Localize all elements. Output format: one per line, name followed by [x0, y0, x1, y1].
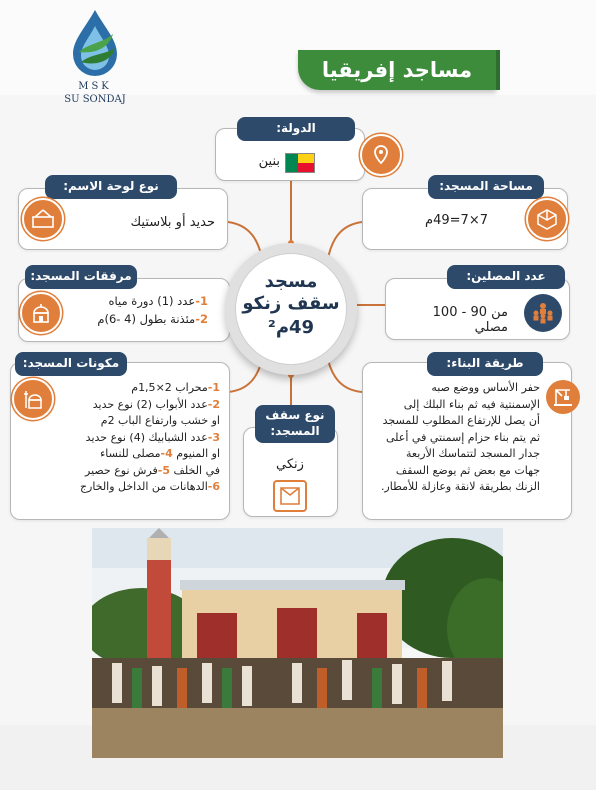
page-title: مساجد إفريقيا — [321, 58, 473, 82]
component-item: 3-عدد الشبابيك (4) نوع حديد — [85, 430, 220, 444]
construction-line: الإسمنتية فيه ثم بناء البلك إلى — [403, 397, 540, 411]
area-value: 7×7=49م — [425, 213, 488, 228]
construction-line: حفر الأساس ووضع صبه — [431, 381, 540, 394]
country-value: بنين — [258, 154, 280, 169]
construction-crane-icon — [546, 380, 580, 414]
construction-text — [364, 380, 540, 496]
facility-item: 1-عدد (1) دورة مياه — [108, 294, 208, 308]
country-label: الدولة: — [237, 117, 355, 141]
sign-label: نوع لوحة الاسم: — [45, 175, 177, 199]
benin-flag-icon — [285, 153, 315, 173]
mosque-dome-icon — [20, 292, 62, 334]
construction-line: جهات مع بعض ثم يوضع السقف — [395, 463, 540, 477]
people-group-icon — [524, 294, 562, 332]
facilities-label: مرفقات المسجد: — [25, 265, 137, 289]
roof-label: نوع سقف المسجد: — [255, 405, 335, 443]
component-item: 2-عدد الأبواب (2) نوع حديد — [92, 397, 220, 411]
sign-value: حديد أو بلاستيك — [130, 215, 215, 230]
area-label: مساحة المسجد: — [428, 175, 544, 199]
water-drop-logo-icon — [65, 8, 125, 78]
component-item: او خشب وارتفاع الباب 2م — [100, 414, 220, 427]
signboard-icon — [22, 198, 64, 240]
center-title: مسجد — [264, 271, 318, 292]
facility-item: 2-مئذنة بطول (4 -6)م — [97, 311, 208, 326]
construction-line: الزنك بطريقة لانقة وعازلة للأمطار. — [380, 480, 540, 493]
mosque-building-icon — [12, 378, 54, 420]
components-list — [40, 380, 220, 496]
msk-logo — [50, 8, 140, 108]
logo-text-msk: MSK — [78, 81, 112, 92]
roof-box-icon — [273, 480, 307, 512]
location-pin-icon — [360, 134, 402, 176]
component-item: 1-محراب 2×1,5م — [131, 381, 220, 394]
construction-line: أن يصل للإرتفاع المطلوب للمسجد — [382, 414, 540, 427]
construction-line: جدار المسجد لتتماسك الأربعة — [406, 447, 540, 460]
logo-text-su-sondaj: SU SONDAJ — [64, 94, 126, 105]
mosque-photo — [92, 528, 503, 758]
component-item: في الخلف 5-فرش نوع حصير — [85, 463, 220, 477]
title-banner — [298, 50, 496, 90]
cube-area-icon — [526, 198, 568, 240]
roof-value: زنكي — [276, 457, 304, 472]
facilities-list — [60, 293, 208, 328]
worshippers-value: من 90 - 100 مصلي — [432, 305, 508, 335]
center-area: 49م² — [267, 317, 315, 338]
construction-label: طريقة البناء: — [427, 352, 543, 376]
component-item: 6-الدهانات من الداخل والخارج — [79, 480, 220, 493]
center-subtitle: سقف زنكو — [242, 293, 340, 314]
worshippers-label: عدد المصلين: — [447, 265, 565, 289]
components-label: مكونات المسجد: — [15, 352, 127, 376]
construction-line: ثم يتم بناء حزام إسمنتي في أعلى — [386, 430, 540, 444]
component-item: او المنيوم 4-مصلى للنساء — [100, 447, 220, 460]
